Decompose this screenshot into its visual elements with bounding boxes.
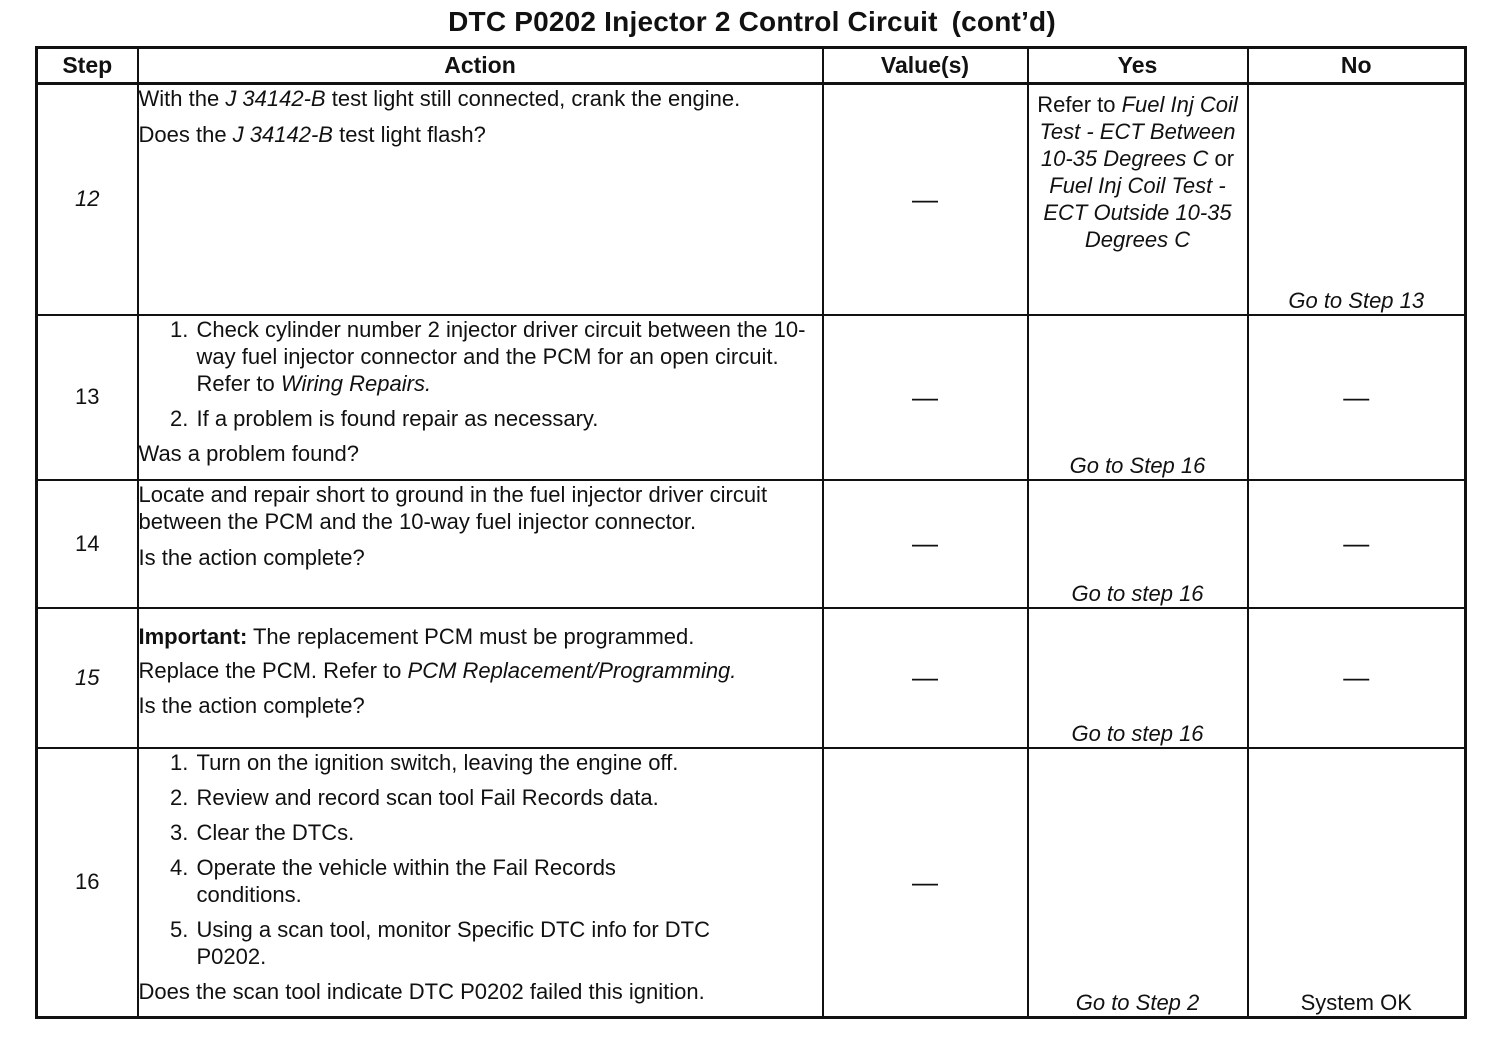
- table-row: [37, 315, 1466, 480]
- action-question: Is the action complete?: [138, 544, 365, 570]
- question-text: test light flash?: [332, 122, 486, 147]
- action-list-item: 4. Operate the vehicle within the Fail Records conditions.: [195, 854, 822, 908]
- important-text: The replacement PCM must be programmed.: [247, 623, 695, 649]
- title-suffix: (cont’d): [951, 6, 1056, 37]
- diagnostic-table: [35, 46, 1467, 1019]
- no-cell: —: [1248, 608, 1466, 748]
- procedure-link[interactable]: Wiring Repairs: [280, 370, 425, 396]
- yes-cell-goto[interactable]: Go to step 16: [1028, 480, 1248, 608]
- value-cell: —: [823, 84, 1028, 315]
- action-text: .: [424, 370, 432, 396]
- header-step: Step: [37, 48, 138, 84]
- table-row: [37, 84, 1466, 315]
- yes-cell: [1028, 84, 1248, 315]
- important-label: Important:: [138, 623, 248, 649]
- action-list-item: 1. Turn on the ignition switch, leaving the engine off.: [195, 749, 822, 776]
- action-question: [139, 121, 822, 148]
- action-list-item: [195, 316, 822, 397]
- action-paragraph: [139, 659, 822, 683]
- value-cell: —: [823, 315, 1028, 480]
- yes-cell-goto[interactable]: Go to Step 2: [1028, 748, 1248, 1018]
- step-number: 16: [37, 748, 138, 1018]
- step-number: 13: [37, 315, 138, 480]
- action-cell: [138, 608, 823, 748]
- action-text: Check cylinder number 2 injector driver circuit between the 10-way fuel injector connector and the PCM for an open circuit. Refer to: [196, 316, 806, 396]
- yes-cell-goto[interactable]: Go to Step 16: [1028, 315, 1248, 480]
- action-cell: [138, 315, 823, 480]
- no-cell: —: [1248, 480, 1466, 608]
- page-title: [0, 6, 1504, 38]
- step-number: 15: [37, 608, 138, 748]
- action-list: [139, 316, 822, 432]
- no-cell: —: [1248, 315, 1466, 480]
- header-row: [37, 48, 1466, 84]
- step-number: 14: [37, 480, 138, 608]
- action-cell: [138, 84, 823, 315]
- action-cell: [138, 748, 823, 1018]
- tool-reference: J 34142-B: [232, 122, 333, 147]
- yes-text: or: [1208, 146, 1235, 171]
- action-paragraph: Locate and repair short to ground in the fuel injector driver circuit between the PCM and the 10-way fuel injector connector.: [138, 481, 768, 534]
- yes-text: Refer to: [1037, 92, 1122, 117]
- tool-reference: J 34142-B: [225, 86, 326, 111]
- action-text: test light still connected, crank the engine.: [325, 86, 741, 111]
- action-question: Is the action complete?: [138, 692, 365, 718]
- table-row: [37, 748, 1466, 1018]
- action-question: Does the scan tool indicate DTC P0202 failed this ignition.: [138, 978, 705, 1004]
- action-list-item: 3. Clear the DTCs.: [195, 819, 822, 846]
- no-cell-goto[interactable]: Go to Step 13: [1248, 84, 1466, 315]
- question-text: Does the: [138, 122, 233, 147]
- table-row: [37, 480, 1466, 608]
- header-yes: Yes: [1028, 48, 1248, 84]
- procedure-link[interactable]: Fuel Inj Coil Test - ECT Between 10-35 Degrees C: [1039, 92, 1238, 171]
- action-text: With the: [138, 86, 226, 111]
- title-main: DTC P0202 Injector 2 Control Circuit: [448, 6, 938, 37]
- value-cell: —: [823, 608, 1028, 748]
- step-number: 12: [37, 84, 138, 315]
- action-text: Replace the PCM. Refer to: [138, 657, 408, 683]
- header-action: Action: [138, 48, 823, 84]
- yes-cell-goto[interactable]: Go to step 16: [1028, 608, 1248, 748]
- procedure-link[interactable]: PCM Replacement/Programming.: [407, 657, 737, 683]
- important-note: [139, 623, 822, 650]
- header-no: No: [1248, 48, 1466, 84]
- procedure-link[interactable]: Fuel Inj Coil Test - ECT Outside 10-35 Degrees C: [1043, 173, 1232, 252]
- action-cell: [138, 480, 823, 608]
- value-cell: —: [823, 480, 1028, 608]
- action-paragraph: [139, 85, 822, 112]
- action-list-item: 2. If a problem is found repair as necessary.: [195, 405, 822, 432]
- table-row: [37, 608, 1466, 748]
- action-list-item: 2. Review and record scan tool Fail Records data.: [195, 784, 822, 811]
- action-list: [139, 749, 822, 970]
- no-cell-result: System OK: [1248, 748, 1466, 1018]
- value-cell: —: [823, 748, 1028, 1018]
- action-question: Was a problem found?: [138, 440, 360, 466]
- header-values: Value(s): [823, 48, 1028, 84]
- action-list-item: 5. Using a scan tool, monitor Specific DTC info for DTC P0202.: [195, 916, 822, 970]
